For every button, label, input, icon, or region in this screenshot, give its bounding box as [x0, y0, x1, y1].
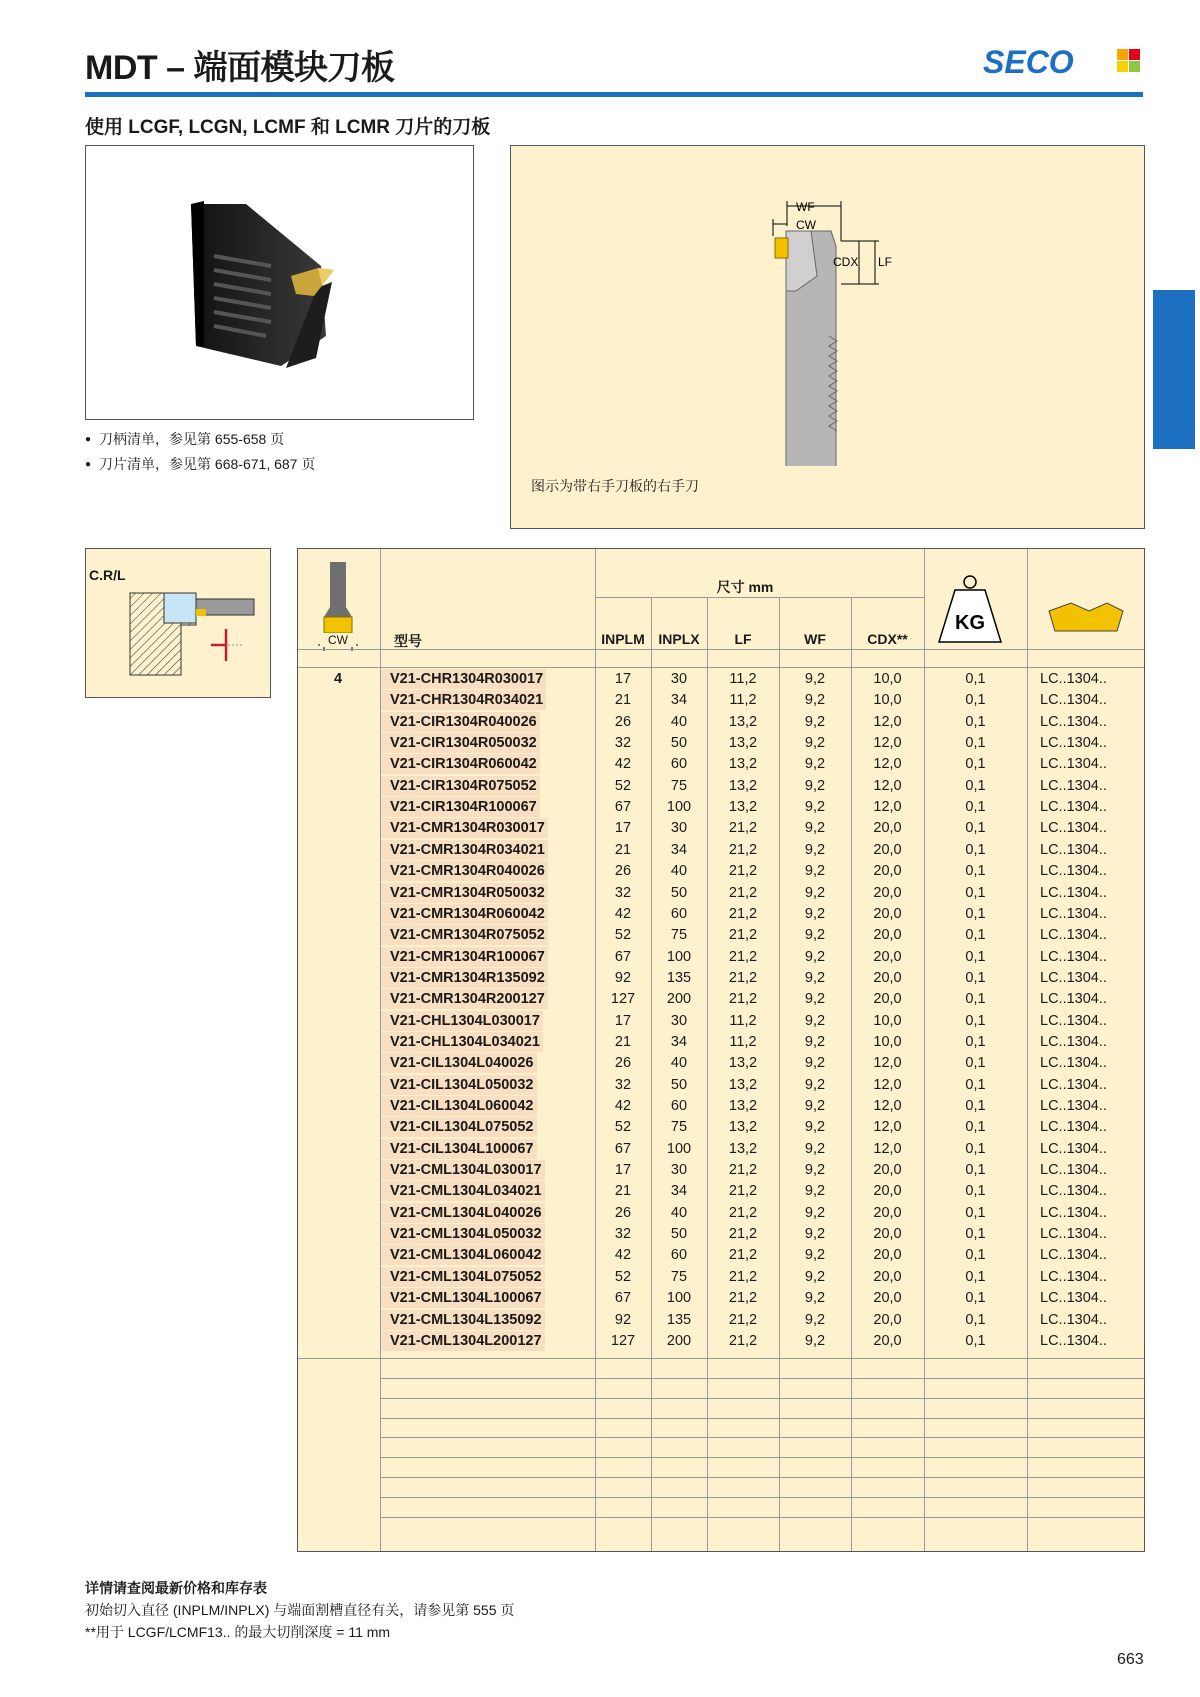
table-cell: 30: [670, 820, 688, 837]
table-cell: 9,2: [804, 1183, 826, 1200]
table-cell: 200: [666, 991, 692, 1008]
table-cell: 0,1: [965, 1332, 986, 1349]
table-cell: 42: [614, 1247, 632, 1264]
cdx-label: CDX: [833, 255, 859, 269]
table-cell: 135: [666, 1311, 692, 1328]
designation-cell: V21-CIR1304R040026: [381, 712, 540, 732]
insert-cell: LC..1304..: [1040, 927, 1107, 944]
table-cell: 20,0: [873, 948, 902, 965]
table-cell: 21,2: [728, 1311, 758, 1328]
table-cell: 21: [614, 841, 632, 858]
table-cell: 21: [614, 692, 632, 709]
table-cell: 12,0: [873, 756, 902, 773]
designation-cell: V21-CIR1304R050032: [381, 733, 540, 753]
insert-cell: LC..1304..: [1040, 1204, 1107, 1221]
insert-cell: LC..1304..: [1040, 820, 1107, 837]
table-cell: 9,2: [804, 1076, 826, 1093]
table-cell: 10,0: [873, 1033, 902, 1050]
designation-cell: V21-CMR1304R135092: [381, 968, 548, 988]
table-cell: 50: [670, 735, 688, 752]
table-cell: 20,0: [873, 927, 902, 944]
table-cell: 30: [670, 671, 688, 687]
note-bold: 详情请查阅最新价格和库存表: [85, 1580, 267, 1596]
table-cell: 75: [670, 1268, 688, 1285]
table-cell: 21,2: [728, 991, 758, 1008]
table-cell: 9,2: [804, 1290, 826, 1307]
table-cell: 9,2: [804, 991, 826, 1008]
designation-header: 型号: [394, 633, 422, 649]
table-cell: 32: [614, 1076, 632, 1093]
designation-cell: V21-CIL1304L040026: [381, 1053, 537, 1073]
designation-cell: V21-CMR1304R075052: [381, 925, 548, 945]
table-cell: 60: [670, 1098, 688, 1114]
table-cell: 0,1: [965, 863, 986, 880]
table-cell: 9,2: [804, 1247, 826, 1264]
insert-cell: LC..1304..: [1040, 1119, 1107, 1136]
table-cell: 11,2: [729, 1012, 757, 1029]
table-cell: 26: [614, 863, 632, 880]
table-cell: 20,0: [873, 884, 902, 901]
table-cell: 20,0: [873, 1162, 902, 1179]
table-cell: 12,0: [873, 1119, 902, 1136]
table-cell: 0,1: [965, 1183, 986, 1200]
table-cell: 11,2: [729, 692, 757, 709]
drawing-caption: 图示为带右手刀板的右手刀: [531, 478, 699, 494]
table-cell: 17: [614, 820, 632, 837]
weight-icon: [935, 574, 1005, 654]
footnotes: [85, 1577, 514, 1643]
cw-label: CW: [320, 633, 356, 647]
table-cell: 20,0: [873, 1247, 902, 1264]
table-cell: 0,1: [965, 841, 986, 858]
insert-cell: LC..1304..: [1040, 905, 1107, 922]
designation-cell: V21-CML1304L060042: [381, 1245, 545, 1265]
table-cell: 0,1: [965, 1247, 986, 1264]
table-cell: 9,2: [804, 735, 826, 752]
table-cell: 9,2: [804, 1140, 826, 1157]
table-cell: 0,1: [965, 820, 986, 837]
insert-cell: LC..1304..: [1040, 735, 1107, 752]
table-cell: 0,1: [965, 1311, 986, 1328]
table-cell: 40: [670, 1204, 688, 1221]
table-cell: 13,2: [728, 735, 758, 752]
designation-cell: V21-CML1304L034021: [381, 1181, 545, 1201]
designation-cell: V21-CIL1304L050032: [381, 1075, 537, 1095]
insert-cell: LC..1304..: [1040, 1311, 1107, 1328]
table-cell: 21,2: [728, 820, 758, 837]
insert-cell: LC..1304..: [1040, 948, 1107, 965]
insert-cell: LC..1304..: [1040, 799, 1107, 816]
table-cell: 12,0: [873, 713, 902, 730]
table-cell: 9,2: [804, 1268, 826, 1285]
designation-cell: V21-CML1304L075052: [381, 1267, 545, 1287]
table-cell: 30: [670, 1162, 688, 1179]
insert-cell: LC..1304..: [1040, 1247, 1107, 1264]
table-cell: 11,2: [729, 671, 757, 687]
table-cell: 26: [614, 1204, 632, 1221]
table-cell: 13,2: [728, 1076, 758, 1093]
insert-cell: LC..1304..: [1040, 756, 1107, 773]
table-cell: 67: [614, 1290, 632, 1307]
table-cell: 42: [614, 1098, 632, 1114]
designation-cell: V21-CML1304L050032: [381, 1224, 545, 1244]
table-cell: 13,2: [728, 756, 758, 773]
designation-cell: V21-CML1304L040026: [381, 1203, 545, 1223]
table-cell: 9,2: [804, 1226, 826, 1243]
table-cell: 32: [614, 884, 632, 901]
table-cell: 34: [670, 692, 688, 709]
table-cell: 20,0: [873, 1268, 902, 1285]
dimension-drawing: [510, 145, 1145, 529]
table-cell: 135: [666, 969, 692, 986]
designation-cell: V21-CHL1304L030017: [381, 1011, 543, 1031]
table-cell: 26: [614, 1055, 632, 1072]
insert-icon: [1041, 599, 1131, 639]
insert-cell: LC..1304..: [1040, 692, 1107, 709]
table-cell: 21,2: [728, 1162, 758, 1179]
insert-cell: LC..1304..: [1040, 991, 1107, 1008]
table-cell: 32: [614, 1226, 632, 1243]
table-cell: 0,1: [965, 1162, 986, 1179]
table-cell: 100: [666, 1140, 692, 1157]
insert-cell: LC..1304..: [1040, 777, 1107, 794]
table-cell: 12,0: [873, 799, 902, 816]
cw-label: CW: [796, 218, 816, 232]
table-cell: 21,2: [728, 863, 758, 880]
insert-cell: LC..1304..: [1040, 713, 1107, 730]
designation-cell: V21-CHL1304L034021: [381, 1032, 543, 1052]
table-cell: 100: [666, 1290, 692, 1307]
note-line: **用于 LCGF/LCMF13.. 的最大切削深度 = 11 mm: [85, 1624, 391, 1640]
table-cell: 9,2: [804, 799, 826, 816]
insert-cell: LC..1304..: [1040, 1183, 1107, 1200]
table-cell: 20,0: [873, 1183, 902, 1200]
table-cell: 40: [670, 713, 688, 730]
table-cell: 9,2: [804, 863, 826, 880]
table-cell: 13,2: [728, 777, 758, 794]
insert-cell: LC..1304..: [1040, 1033, 1107, 1050]
table-cell: 75: [670, 1119, 688, 1136]
col-cdx: CDX**: [867, 631, 908, 647]
col-wf: WF: [804, 631, 826, 647]
dimensions-header: 尺寸 mm: [716, 579, 774, 595]
table-cell: 60: [670, 905, 688, 922]
table-cell: 17: [614, 1012, 632, 1029]
table-cell: 9,2: [804, 1098, 826, 1114]
designation-cell: V21-CHR1304R034021: [381, 690, 546, 710]
table-cell: 21,2: [728, 1204, 758, 1221]
table-cell: 0,1: [965, 1290, 986, 1307]
table-cell: 75: [670, 927, 688, 944]
kg-label: KG: [955, 612, 985, 634]
table-cell: 0,1: [965, 1098, 986, 1114]
list-item: ● 刀柄清单，参见第 655-658 页: [85, 428, 315, 453]
table-cell: 10,0: [873, 692, 902, 709]
designation-cell: V21-CIR1304R075052: [381, 776, 540, 796]
table-cell: 20,0: [873, 1204, 902, 1221]
table-cell: 0,1: [965, 756, 986, 773]
designation-cell: V21-CIL1304L075052: [381, 1117, 537, 1137]
table-cell: 0,1: [965, 735, 986, 752]
specification-table: [297, 548, 1145, 1552]
table-cell: 67: [614, 948, 632, 965]
table-cell: 60: [670, 756, 688, 773]
table-cell: 21,2: [728, 927, 758, 944]
table-cell: 21: [614, 1033, 632, 1050]
page-number: 663: [1117, 1651, 1144, 1668]
table-cell: 21,2: [728, 1290, 758, 1307]
table-cell: 9,2: [804, 1162, 826, 1179]
table-cell: 13,2: [728, 1055, 758, 1072]
table-cell: 100: [666, 948, 692, 965]
table-cell: 34: [670, 841, 688, 858]
insert-cell: LC..1304..: [1040, 1332, 1107, 1349]
table-cell: 9,2: [804, 692, 826, 709]
table-cell: 52: [614, 777, 632, 794]
col-lf: LF: [734, 631, 752, 647]
table-cell: 0,1: [965, 1012, 986, 1029]
insert-cell: LC..1304..: [1040, 1162, 1107, 1179]
table-cell: 21,2: [728, 1268, 758, 1285]
table-cell: 0,1: [965, 799, 986, 816]
table-cell: 13,2: [728, 1119, 758, 1136]
table-cell: 200: [666, 1332, 692, 1349]
table-cell: 21,2: [728, 884, 758, 901]
table-cell: 0,1: [965, 1076, 986, 1093]
table-cell: 9,2: [804, 713, 826, 730]
table-cell: 12,0: [873, 1098, 902, 1114]
insert-cell: LC..1304..: [1040, 863, 1107, 880]
table-cell: 13,2: [728, 1098, 758, 1114]
table-cell: 34: [670, 1183, 688, 1200]
table-cell: 26: [614, 713, 632, 730]
designation-cell: V21-CMR1304R040026: [381, 861, 548, 881]
note-line: 初始切入直径 (INPLM/INPLX) 与端面割槽直径有关，请参见第 555 页: [85, 1602, 515, 1618]
table-cell: 9,2: [804, 671, 826, 687]
insert-cell: LC..1304..: [1040, 671, 1107, 687]
table-cell: 21,2: [728, 905, 758, 922]
table-cell: 21,2: [728, 1183, 758, 1200]
table-cell: 10,0: [873, 671, 902, 687]
insert-cell: LC..1304..: [1040, 1290, 1107, 1307]
table-cell: 13,2: [728, 1140, 758, 1157]
table-cell: 0,1: [965, 905, 986, 922]
table-cell: 9,2: [804, 1012, 826, 1029]
table-cell: 52: [614, 927, 632, 944]
designation-cell: V21-CMR1304R100067: [381, 947, 548, 967]
table-cell: 20,0: [873, 841, 902, 858]
table-cell: 12,0: [873, 1140, 902, 1157]
table-cell: 40: [670, 863, 688, 880]
insert-cell: LC..1304..: [1040, 841, 1107, 858]
table-cell: 40: [670, 1055, 688, 1072]
table-cell: 60: [670, 1247, 688, 1264]
wf-label: WF: [796, 200, 815, 214]
table-cell: 9,2: [804, 1119, 826, 1136]
table-cell: 52: [614, 1119, 632, 1136]
table-cell: 9,2: [804, 969, 826, 986]
table-cell: 21: [614, 1183, 632, 1200]
designation-cell: V21-CIR1304R060042: [381, 754, 540, 774]
table-cell: 21,2: [728, 1226, 758, 1243]
table-cell: 17: [614, 671, 632, 687]
table-cell: 21,2: [728, 1332, 758, 1349]
list-item: ● 刀片清单，参见第 668-671, 687 页: [85, 453, 315, 478]
table-cell: 20,0: [873, 863, 902, 880]
table-cell: 9,2: [804, 1204, 826, 1221]
table-cell: 0,1: [965, 969, 986, 986]
insert-cell: LC..1304..: [1040, 1268, 1107, 1285]
table-cell: 0,1: [965, 991, 986, 1008]
product-photo: [85, 145, 474, 420]
table-cell: 0,1: [965, 1055, 986, 1072]
table-cell: 9,2: [804, 756, 826, 773]
table-cell: 20,0: [873, 1311, 902, 1328]
table-cell: 75: [670, 777, 688, 794]
insert-cell: LC..1304..: [1040, 1055, 1107, 1072]
designation-cell: V21-CIL1304L100067: [381, 1139, 537, 1159]
table-cell: 0,1: [965, 713, 986, 730]
table-cell: 34: [670, 1033, 688, 1050]
insert-cell: LC..1304..: [1040, 884, 1107, 901]
table-cell: 100: [666, 799, 692, 816]
table-cell: 50: [670, 1076, 688, 1093]
table-cell: 20,0: [873, 905, 902, 922]
table-cell: 0,1: [965, 692, 986, 709]
table-cell: 9,2: [804, 820, 826, 837]
table-cell: 0,1: [965, 1140, 986, 1157]
table-cell: 9,2: [804, 1033, 826, 1050]
table-cell: 0,1: [965, 671, 986, 687]
designation-cell: V21-CML1304L030017: [381, 1160, 545, 1180]
table-cell: 9,2: [804, 927, 826, 944]
designation-cell: V21-CMR1304R060042: [381, 904, 548, 924]
table-cell: 20,0: [873, 1290, 902, 1307]
table-cell: 0,1: [965, 777, 986, 794]
table-cell: 9,2: [804, 1332, 826, 1349]
table-cell: 9,2: [804, 1055, 826, 1072]
table-cell: 12,0: [873, 1055, 902, 1072]
designation-cell: V21-CMR1304R050032: [381, 883, 548, 903]
table-cell: 52: [614, 1268, 632, 1285]
reference-list: [85, 428, 315, 478]
cw-value: 4: [333, 671, 343, 687]
table-cell: 30: [670, 1012, 688, 1029]
insert-cell: LC..1304..: [1040, 1098, 1107, 1114]
insert-cell: LC..1304..: [1040, 969, 1107, 986]
table-cell: 0,1: [965, 1033, 986, 1050]
designation-cell: V21-CMR1304R034021: [381, 840, 548, 860]
table-cell: 0,1: [965, 1204, 986, 1221]
col-inplm: INPLM: [601, 631, 645, 647]
table-cell: 20,0: [873, 820, 902, 837]
crl-label: C.R/L: [89, 567, 126, 583]
table-cell: 9,2: [804, 905, 826, 922]
table-cell: 67: [614, 799, 632, 816]
table-cell: 20,0: [873, 1332, 902, 1349]
table-cell: 0,1: [965, 927, 986, 944]
table-cell: 9,2: [804, 884, 826, 901]
table-cell: 42: [614, 905, 632, 922]
table-cell: 67: [614, 1140, 632, 1157]
seco-logo: [983, 44, 1143, 80]
page-subtitle: 使用 LCGF, LCGN, LCMF 和 LCMR 刀片的刀板: [85, 117, 491, 138]
table-cell: 17: [614, 1162, 632, 1179]
table-cell: 13,2: [728, 799, 758, 816]
table-cell: 9,2: [804, 841, 826, 858]
logo-text: SECO: [983, 44, 1074, 80]
table-cell: 10,0: [873, 1012, 902, 1029]
table-cell: 0,1: [965, 948, 986, 965]
table-cell: 13,2: [728, 713, 758, 730]
section-tab: [1153, 290, 1195, 449]
table-cell: 21,2: [728, 841, 758, 858]
insert-cell: LC..1304..: [1040, 1226, 1107, 1243]
table-cell: 92: [614, 1311, 632, 1328]
table-cell: 92: [614, 969, 632, 986]
table-cell: 21,2: [728, 969, 758, 986]
cutting-direction-panel: [85, 548, 271, 698]
table-cell: 9,2: [804, 777, 826, 794]
designation-cell: V21-CIL1304L060042: [381, 1096, 537, 1116]
page-title: MDT – 端面模块刀板: [85, 49, 395, 87]
insert-cell: LC..1304..: [1040, 1140, 1107, 1157]
table-cell: 12,0: [873, 735, 902, 752]
table-cell: 0,1: [965, 1268, 986, 1285]
table-cell: 21,2: [728, 948, 758, 965]
designation-cell: V21-CMR1304R200127: [381, 989, 548, 1009]
table-cell: 20,0: [873, 969, 902, 986]
designation-cell: V21-CML1304L135092: [381, 1310, 545, 1330]
designation-cell: V21-CML1304L100067: [381, 1288, 545, 1308]
insert-cell: LC..1304..: [1040, 1076, 1107, 1093]
table-cell: 0,1: [965, 1119, 986, 1136]
table-cell: 21,2: [728, 1247, 758, 1264]
designation-cell: V21-CMR1304R030017: [381, 818, 548, 838]
table-cell: 127: [610, 1332, 636, 1349]
designation-cell: V21-CHR1304R030017: [381, 669, 546, 689]
table-cell: 9,2: [804, 948, 826, 965]
table-cell: 12,0: [873, 1076, 902, 1093]
table-cell: 50: [670, 884, 688, 901]
table-cell: 12,0: [873, 777, 902, 794]
table-cell: 0,1: [965, 1226, 986, 1243]
designation-cell: V21-CIR1304R100067: [381, 797, 540, 817]
insert-cell: LC..1304..: [1040, 1012, 1107, 1029]
designation-cell: V21-CML1304L200127: [381, 1331, 545, 1351]
col-inplx: INPLX: [658, 631, 700, 647]
table-cell: 9,2: [804, 1311, 826, 1328]
table-cell: 0,1: [965, 884, 986, 901]
table-cell: 42: [614, 756, 632, 773]
header-rule: [85, 92, 1143, 97]
table-cell: 20,0: [873, 991, 902, 1008]
lf-label: LF: [878, 255, 893, 269]
table-cell: 50: [670, 1226, 688, 1243]
table-cell: 127: [610, 991, 636, 1008]
table-cell: 11,2: [729, 1033, 757, 1050]
table-cell: 20,0: [873, 1226, 902, 1243]
table-cell: 32: [614, 735, 632, 752]
